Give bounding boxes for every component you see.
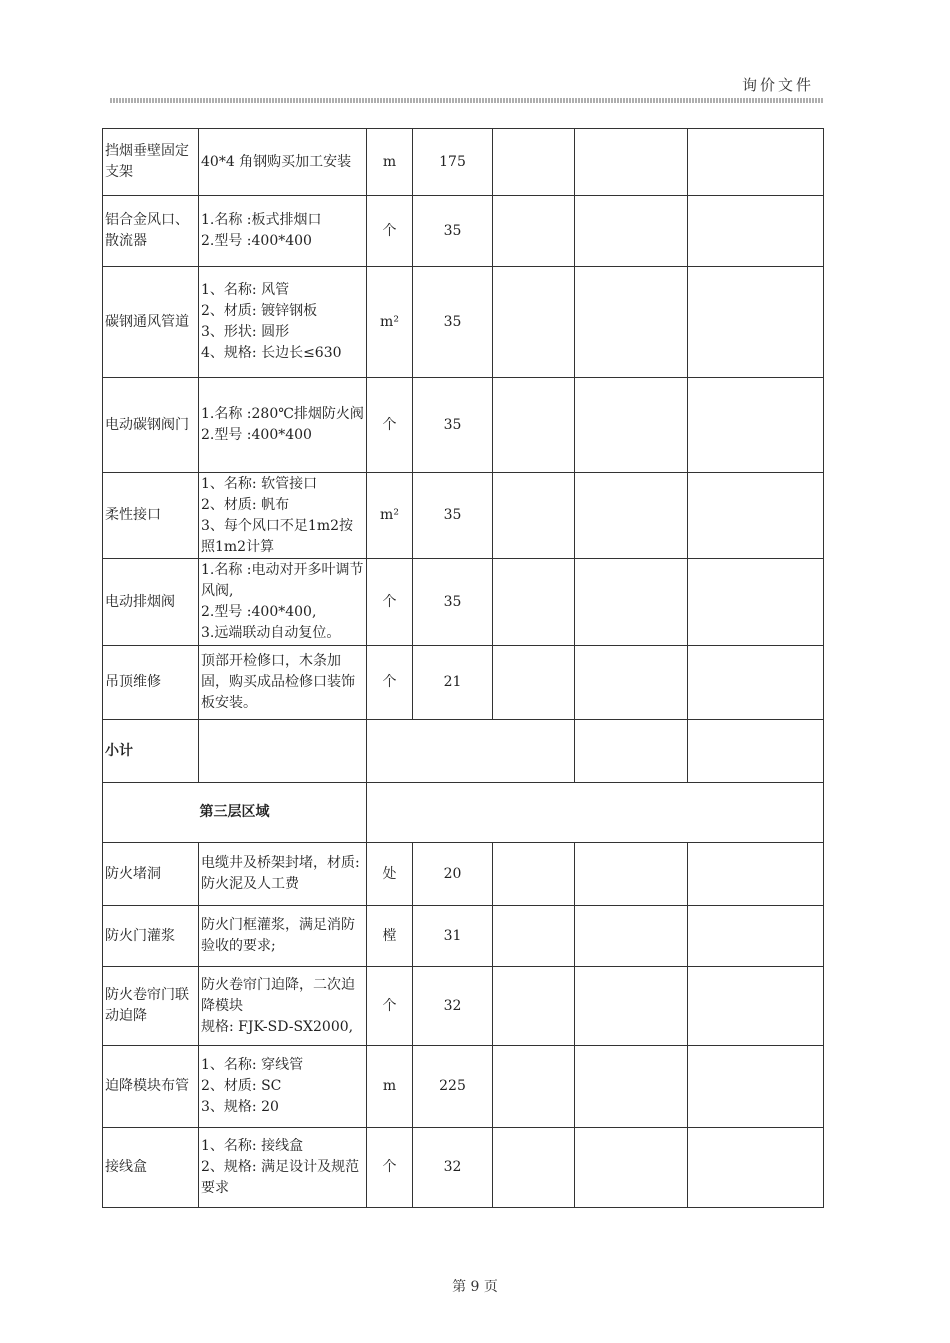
- item-quantity: 225: [413, 1046, 493, 1128]
- table-row: [103, 967, 824, 1046]
- item-unit: 个: [367, 559, 413, 646]
- blank-cell: [688, 843, 824, 906]
- item-spec: 1、名称: 穿线管 2、材质: SC 3、规格: 20: [199, 1046, 367, 1128]
- blank-cell: [575, 129, 688, 196]
- table-row: [103, 267, 824, 378]
- blank-cell: [493, 906, 575, 967]
- item-unit: m: [367, 1046, 413, 1128]
- blank-cell: [575, 906, 688, 967]
- item-name: 柔性接口: [103, 473, 199, 559]
- blank-cell: [688, 1046, 824, 1128]
- item-spec: 1.名称 :280℃排烟防火阀 2.型号 :400*400: [199, 378, 367, 473]
- item-spec: 1.名称 :电动对开多叶调节风阀, 2.型号 :400*400, 3.远端联动自动复位。: [199, 559, 367, 646]
- blank-cell: [493, 196, 575, 267]
- item-quantity: 32: [413, 1128, 493, 1208]
- subtotal-label: 小计: [103, 720, 199, 783]
- blank-cell: [575, 646, 688, 720]
- blank-cell: [688, 473, 824, 559]
- blank-cell: [575, 1128, 688, 1208]
- blank-cell: [575, 967, 688, 1046]
- blank-cell: [199, 720, 367, 783]
- item-unit: 樘: [367, 906, 413, 967]
- item-quantity: 20: [413, 843, 493, 906]
- table-row: [103, 473, 824, 559]
- blank-cell: [688, 129, 824, 196]
- blank-cell: [575, 559, 688, 646]
- item-name: 迫降模块布管: [103, 1046, 199, 1128]
- table-row: [103, 843, 824, 906]
- item-unit: 个: [367, 1128, 413, 1208]
- item-quantity: 21: [413, 646, 493, 720]
- item-spec: 1、名称: 接线盒 2、规格: 满足设计及规范要求: [199, 1128, 367, 1208]
- subtotal-row: [103, 720, 824, 783]
- item-spec: 1.名称 :板式排烟口 2.型号 :400*400: [199, 196, 367, 267]
- table-row: [103, 906, 824, 967]
- blank-cell: [575, 378, 688, 473]
- blank-cell: [688, 559, 824, 646]
- table-row: [103, 378, 824, 473]
- blank-cell: [688, 196, 824, 267]
- item-name: 电动排烟阀: [103, 559, 199, 646]
- item-unit: 处: [367, 843, 413, 906]
- blank-cell: [493, 1128, 575, 1208]
- item-quantity: 35: [413, 473, 493, 559]
- section-header-row: [103, 783, 824, 843]
- item-name: 防火门灌浆: [103, 906, 199, 967]
- header-divider: [110, 98, 824, 103]
- blank-cell: [575, 1046, 688, 1128]
- blank-cell: [688, 967, 824, 1046]
- blank-cell: [493, 559, 575, 646]
- item-quantity: 35: [413, 267, 493, 378]
- item-unit: 个: [367, 646, 413, 720]
- item-spec: 1、名称: 软管接口 2、材质: 帆布 3、每个风口不足1m2按照1m2计算: [199, 473, 367, 559]
- item-spec: 1、名称: 风管 2、材质: 镀锌钢板 3、形状: 圆形 4、规格: 长边长≤630: [199, 267, 367, 378]
- blank-cell: [575, 720, 688, 783]
- table-row: [103, 129, 824, 196]
- blank-cell: [688, 378, 824, 473]
- item-unit: 个: [367, 196, 413, 267]
- item-spec: 40*4 角钢购买加工安装: [199, 129, 367, 196]
- item-unit: m²: [367, 473, 413, 559]
- item-unit: m²: [367, 267, 413, 378]
- blank-cell: [493, 967, 575, 1046]
- table-row: [103, 559, 824, 646]
- item-quantity: 32: [413, 967, 493, 1046]
- document-title: 询价文件: [741, 76, 814, 94]
- blank-cell: [575, 843, 688, 906]
- blank-cell: [688, 720, 824, 783]
- item-quantity: 35: [413, 196, 493, 267]
- item-name: 接线盒: [103, 1128, 199, 1208]
- item-spec: 防火卷帘门迫降，二次迫降模块 规格: FJK-SD-SX2000,: [199, 967, 367, 1046]
- blank-cell: [493, 378, 575, 473]
- item-name: 铝合金风口、散流器: [103, 196, 199, 267]
- item-spec: 防火门框灌浆，满足消防验收的要求;: [199, 906, 367, 967]
- item-quantity: 35: [413, 559, 493, 646]
- item-name: 防火堵洞: [103, 843, 199, 906]
- blank-cell: [493, 843, 575, 906]
- blank-cell: [575, 267, 688, 378]
- table-row: [103, 1046, 824, 1128]
- blank-cell: [493, 129, 575, 196]
- item-spec: 电缆井及桥架封堵，材质: 防火泥及人工费: [199, 843, 367, 906]
- blank-cell: [493, 646, 575, 720]
- item-name: 吊顶维修: [103, 646, 199, 720]
- table-row: [103, 1128, 824, 1208]
- blank-cell: [688, 906, 824, 967]
- item-name: 碳钢通风管道: [103, 267, 199, 378]
- item-name: 防火卷帘门联动迫降: [103, 967, 199, 1046]
- table-row: [103, 646, 824, 720]
- blank-cell: [575, 473, 688, 559]
- item-quantity: 31: [413, 906, 493, 967]
- item-unit: 个: [367, 378, 413, 473]
- item-name: 电动碳钢阀门: [103, 378, 199, 473]
- quotation-table: [102, 128, 824, 1208]
- item-quantity: 175: [413, 129, 493, 196]
- blank-cell: [688, 267, 824, 378]
- page-number: 第 9 页: [452, 1279, 498, 1295]
- blank-cell: [688, 1128, 824, 1208]
- table-row: [103, 196, 824, 267]
- blank-cell: [493, 473, 575, 559]
- blank-cell: [367, 720, 575, 783]
- item-unit: m: [367, 129, 413, 196]
- section-heading: 第三层区域: [103, 783, 367, 843]
- item-spec: 顶部开检修口，木条加固，购买成品检修口装饰板安装。: [199, 646, 367, 720]
- blank-cell: [367, 783, 824, 843]
- blank-cell: [493, 1046, 575, 1128]
- blank-cell: [688, 646, 824, 720]
- blank-cell: [575, 196, 688, 267]
- item-quantity: 35: [413, 378, 493, 473]
- blank-cell: [493, 267, 575, 378]
- item-unit: 个: [367, 967, 413, 1046]
- item-name: 挡烟垂壁固定支架: [103, 129, 199, 196]
